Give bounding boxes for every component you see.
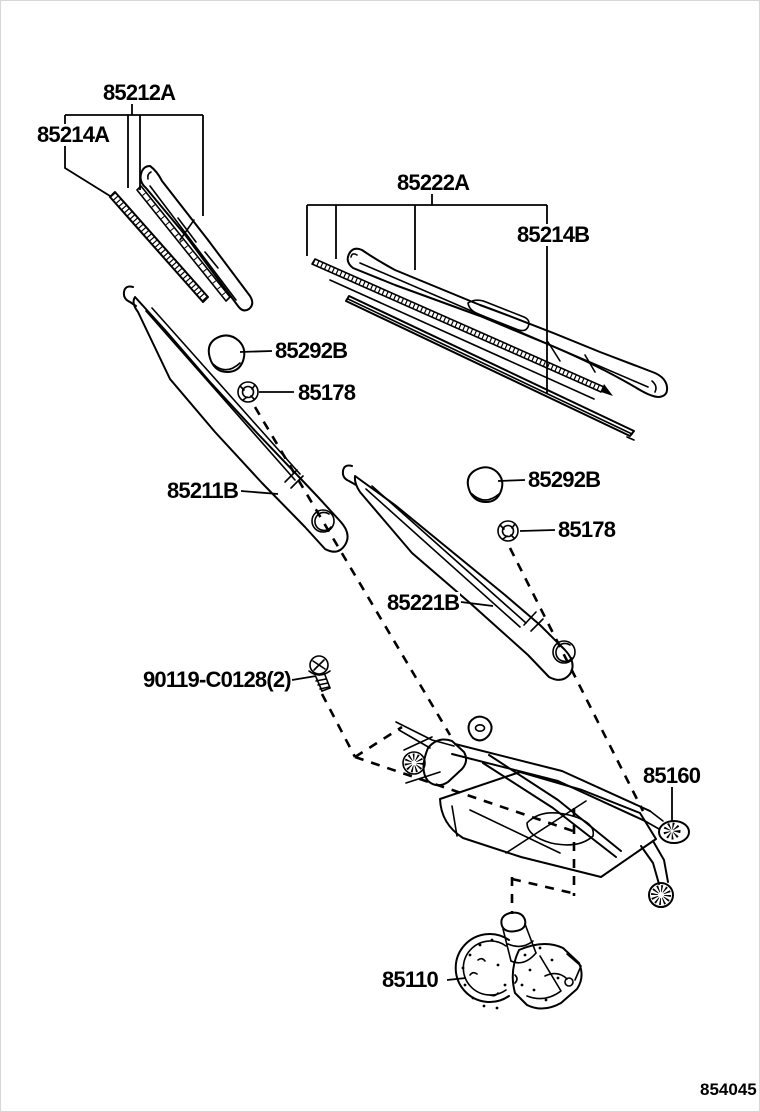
part-label-85160[interactable]: 85160 [643, 763, 701, 788]
right-wiper-arm-drawing [343, 466, 575, 680]
wiper-linkage-drawing [396, 717, 689, 907]
pivot-cap-left-drawing [209, 335, 245, 372]
pivot-nut-left-drawing [238, 382, 258, 402]
right-blade-rail-drawing [312, 259, 613, 399]
right-blade-rubber-drawing [346, 296, 634, 440]
part-label-85214b[interactable]: 85214B [517, 222, 590, 247]
part-label-85110[interactable]: 85110 [382, 967, 438, 992]
figure-code: 854045 [700, 1080, 757, 1099]
left-wiper-arm-drawing [124, 287, 348, 552]
mount-bolt-drawing [309, 656, 330, 691]
part-label-85222a[interactable]: 85222A [397, 170, 470, 195]
part-label-85292b-2[interactable]: 85292B [528, 467, 601, 492]
part-label-85212a[interactable]: 85212A [103, 80, 176, 105]
pivot-cap-right-drawing [468, 467, 503, 502]
pivot-nut-right-drawing [498, 521, 518, 541]
part-label-90119-c0128[interactable]: 90119-C0128(2) [143, 667, 291, 692]
wiper-motor-drawing [456, 913, 582, 1010]
part-label-85178-2[interactable]: 85178 [558, 517, 616, 542]
part-label-85292b-1[interactable]: 85292B [275, 338, 348, 363]
part-label-85214a[interactable]: 85214A [37, 122, 110, 147]
part-label-85178-1[interactable]: 85178 [298, 380, 356, 405]
part-label-85211b[interactable]: 85211B [167, 478, 239, 503]
part-label-85221b[interactable]: 85221B [387, 590, 460, 615]
